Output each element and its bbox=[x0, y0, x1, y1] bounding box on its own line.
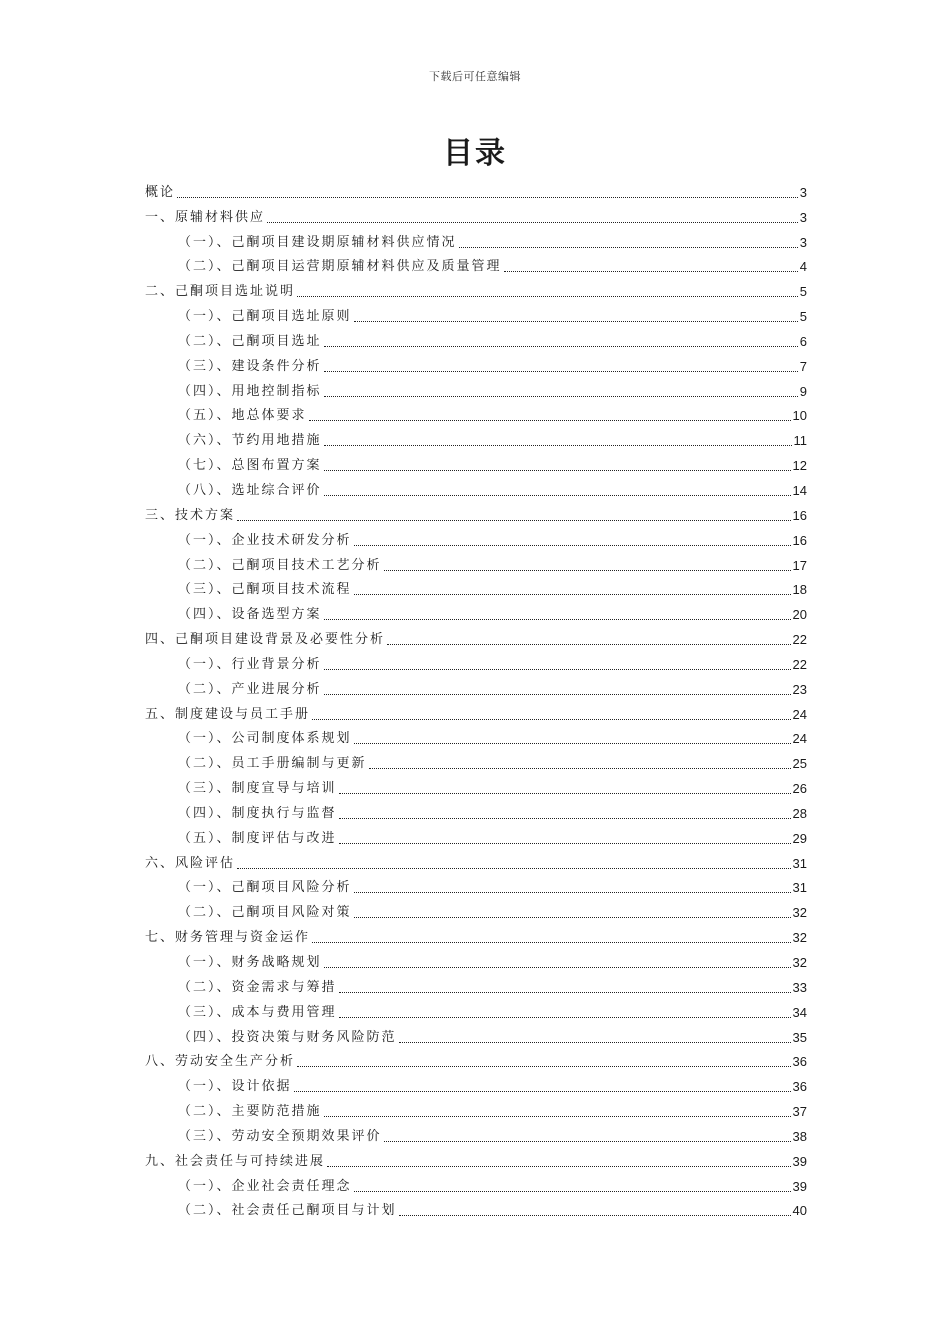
toc-dot-leader bbox=[354, 321, 798, 322]
toc-dot-leader bbox=[354, 892, 791, 893]
toc-entry[interactable] bbox=[145, 474, 807, 499]
toc-entry-page: 14 bbox=[792, 482, 807, 498]
toc-dot-leader bbox=[399, 1042, 791, 1043]
toc-entry-page: 22 bbox=[792, 656, 807, 672]
toc-entry-page: 3 bbox=[799, 184, 807, 200]
toc-entry-page: 24 bbox=[792, 731, 807, 747]
toc-dot-leader bbox=[354, 917, 791, 918]
toc-entry[interactable] bbox=[145, 499, 807, 524]
toc-entry-label: （四）、用地控制指标 bbox=[178, 383, 322, 399]
toc-entry-page: 22 bbox=[792, 632, 807, 648]
toc-entry[interactable] bbox=[145, 574, 807, 599]
toc-entry[interactable] bbox=[145, 946, 807, 971]
toc-entry[interactable] bbox=[145, 623, 807, 648]
toc-entry[interactable] bbox=[145, 872, 807, 897]
toc-entry[interactable] bbox=[145, 176, 807, 201]
toc-dot-leader bbox=[354, 594, 791, 595]
toc-entry-label: （二）、己酮项目风险对策 bbox=[178, 905, 352, 921]
toc-entry-page: 39 bbox=[792, 1153, 807, 1169]
toc-dot-leader bbox=[459, 247, 798, 248]
toc-dot-leader bbox=[339, 843, 791, 844]
toc-entry-page: 39 bbox=[792, 1178, 807, 1194]
toc-dot-leader bbox=[387, 644, 791, 645]
toc-entry-label: （二）、己酮项目运营期原辅材料供应及质量管理 bbox=[178, 259, 502, 275]
toc-entry-label: （四）、制度执行与监督 bbox=[178, 805, 337, 821]
toc-entry-label: （二）、己酮项目技术工艺分析 bbox=[178, 557, 382, 573]
toc-entry[interactable] bbox=[145, 971, 807, 996]
toc-entry-label: 七、财务管理与资金运作 bbox=[145, 930, 311, 946]
toc-entry-label: 三、技术方案 bbox=[145, 507, 236, 523]
toc-dot-leader bbox=[339, 793, 791, 794]
toc-entry-page: 35 bbox=[792, 1029, 807, 1045]
toc-entry-label: 六、风险评估 bbox=[145, 855, 236, 871]
toc-dot-leader bbox=[324, 445, 792, 446]
toc-entry-label: 五、制度建设与员工手册 bbox=[145, 706, 311, 722]
toc-dot-leader bbox=[324, 371, 798, 372]
toc-dot-leader bbox=[504, 271, 798, 272]
toc-entry[interactable] bbox=[145, 648, 807, 673]
toc-entry-page: 34 bbox=[792, 1004, 807, 1020]
toc-entry[interactable] bbox=[145, 1170, 807, 1195]
toc-entry-page: 31 bbox=[792, 880, 807, 896]
toc-entry-page: 5 bbox=[799, 309, 807, 325]
toc-entry[interactable] bbox=[145, 549, 807, 574]
toc-entry-label: （一）、行业背景分析 bbox=[178, 656, 322, 672]
toc-entry-page: 5 bbox=[799, 284, 807, 300]
toc-entry-page: 32 bbox=[792, 905, 807, 921]
toc-entry[interactable] bbox=[145, 524, 807, 549]
toc-entry-label: （二）、员工手册编制与更新 bbox=[178, 756, 367, 772]
toc-dot-leader bbox=[384, 1141, 791, 1142]
toc-entry[interactable] bbox=[145, 400, 807, 425]
toc-entry-label: （二）、社会责任己酮项目与计划 bbox=[178, 1203, 397, 1219]
toc-entry-page: 33 bbox=[792, 979, 807, 995]
toc-dot-leader bbox=[177, 197, 798, 198]
toc-entry[interactable] bbox=[145, 1195, 807, 1220]
toc-dot-leader bbox=[354, 1191, 791, 1192]
toc-entry[interactable] bbox=[145, 424, 807, 449]
toc-entry-page: 24 bbox=[792, 706, 807, 722]
toc-entry-page: 40 bbox=[792, 1203, 807, 1219]
toc-dot-leader bbox=[339, 818, 791, 819]
toc-entry[interactable] bbox=[145, 698, 807, 723]
toc-entry[interactable] bbox=[145, 822, 807, 847]
toc-entry[interactable] bbox=[145, 1120, 807, 1145]
toc-entry-label: （一）、公司制度体系规划 bbox=[178, 731, 352, 747]
toc-dot-leader bbox=[324, 346, 798, 347]
toc-entry-page: 6 bbox=[799, 333, 807, 349]
toc-dot-leader bbox=[399, 1215, 791, 1216]
toc-entry-label: （一）、己酮项目风险分析 bbox=[178, 880, 352, 896]
toc-entry-label: 一、原辅材料供应 bbox=[145, 209, 266, 225]
toc-dot-leader bbox=[369, 768, 791, 769]
toc-entry-page: 36 bbox=[792, 1079, 807, 1095]
toc-entry-label: （一）、己酮项目选址原则 bbox=[178, 309, 352, 325]
toc-entry-label: （三）、成本与费用管理 bbox=[178, 1004, 337, 1020]
toc-entry[interactable] bbox=[145, 772, 807, 797]
toc-entry-page: 9 bbox=[799, 383, 807, 399]
toc-dot-leader bbox=[324, 1116, 791, 1117]
toc-dot-leader bbox=[354, 545, 791, 546]
toc-entry-page: 36 bbox=[792, 1054, 807, 1070]
toc-dot-leader bbox=[267, 222, 798, 223]
toc-entry[interactable] bbox=[145, 1095, 807, 1120]
toc-entry[interactable] bbox=[145, 673, 807, 698]
toc-dot-leader bbox=[312, 719, 791, 720]
toc-entry-page: 32 bbox=[792, 955, 807, 970]
toc-entry[interactable] bbox=[145, 598, 807, 623]
toc-dot-leader bbox=[237, 868, 791, 869]
toc-entry-page: 23 bbox=[792, 681, 807, 697]
toc-entry-label: （六）、节约用地措施 bbox=[178, 433, 322, 449]
toc-dot-leader bbox=[339, 992, 791, 993]
toc-entry[interactable] bbox=[145, 723, 807, 748]
toc-entry-label: （一）、设计依据 bbox=[178, 1079, 292, 1095]
toc-dot-leader bbox=[327, 1166, 791, 1167]
toc-dot-leader bbox=[324, 470, 791, 471]
toc-entry-label: （二）、产业进展分析 bbox=[178, 681, 322, 697]
toc-dot-leader bbox=[309, 420, 791, 421]
toc-entry-page: 7 bbox=[799, 358, 807, 374]
toc-entry[interactable] bbox=[145, 375, 807, 400]
toc-dot-leader bbox=[324, 495, 791, 496]
toc-entry-label: （一）、企业社会责任理念 bbox=[178, 1178, 352, 1194]
toc-entry-page: 29 bbox=[792, 830, 807, 846]
toc-entry[interactable] bbox=[145, 325, 807, 350]
toc-entry[interactable] bbox=[145, 1070, 807, 1095]
toc-entry-page: 16 bbox=[792, 532, 807, 548]
toc-entry-label: （五）、地总体要求 bbox=[178, 408, 307, 424]
toc-entry-page: 26 bbox=[792, 781, 807, 797]
toc-entry-label: （二）、资金需求与筹措 bbox=[178, 979, 337, 995]
toc-entry-label: 四、己酮项目建设背景及必要性分析 bbox=[145, 632, 386, 648]
toc-entry[interactable] bbox=[145, 1145, 807, 1170]
toc-entry-label: （八）、选址综合评价 bbox=[178, 482, 322, 498]
toc-entry[interactable] bbox=[145, 449, 807, 474]
toc-entry[interactable] bbox=[145, 226, 807, 251]
toc-dot-leader bbox=[297, 1066, 791, 1067]
toc-entry-page: 4 bbox=[799, 259, 807, 275]
toc-dot-leader bbox=[297, 296, 798, 297]
toc-entry-label: （五）、制度评估与改进 bbox=[178, 830, 337, 846]
toc-entry-label: （三）、己酮项目技术流程 bbox=[178, 582, 352, 598]
toc-dot-leader bbox=[312, 942, 791, 943]
toc-dot-leader bbox=[324, 694, 791, 695]
toc-entry-page: 10 bbox=[792, 408, 807, 424]
toc-entry-label: （三）、劳动安全预期效果评价 bbox=[178, 1128, 382, 1144]
toc-entry-page: 3 bbox=[799, 234, 807, 250]
toc-entry[interactable] bbox=[145, 747, 807, 772]
toc-dot-leader bbox=[324, 669, 791, 670]
toc-entry[interactable] bbox=[145, 896, 807, 921]
toc-entry-label: （七）、总图布置方案 bbox=[178, 458, 322, 474]
toc-entry-label: 二、己酮项目选址说明 bbox=[145, 284, 296, 300]
toc-entry-page: 3 bbox=[799, 209, 807, 225]
toc-dot-leader bbox=[324, 396, 798, 397]
toc-entry[interactable] bbox=[145, 350, 807, 375]
toc-dot-leader bbox=[354, 743, 791, 744]
toc-entry-page: 20 bbox=[792, 607, 807, 623]
toc-entry[interactable] bbox=[145, 251, 807, 276]
toc-entry-label: （一）、财务战略规划 bbox=[178, 955, 322, 970]
toc-entry-page: 18 bbox=[792, 582, 807, 598]
toc-entry-page: 25 bbox=[792, 756, 807, 772]
toc-entry-label: 九、社会责任与可持续进展 bbox=[145, 1153, 326, 1169]
toc-entry-label: （四）、投资决策与财务风险防范 bbox=[178, 1029, 397, 1045]
toc-entry[interactable] bbox=[145, 847, 807, 872]
toc-entry-page: 12 bbox=[792, 458, 807, 474]
toc-dot-leader bbox=[294, 1091, 791, 1092]
toc-entry-label: （二）、己酮项目选址 bbox=[178, 333, 322, 349]
toc-entry-page: 17 bbox=[792, 557, 807, 573]
toc-entry-label: 八、劳动安全生产分析 bbox=[145, 1054, 296, 1070]
toc-entry-page: 37 bbox=[792, 1104, 807, 1120]
toc-entry-label: （一）、企业技术研发分析 bbox=[178, 532, 352, 548]
toc-entry-label: （二）、主要防范措施 bbox=[178, 1104, 322, 1120]
toc-entry[interactable] bbox=[145, 797, 807, 822]
toc-entry[interactable] bbox=[145, 1046, 807, 1071]
toc-entry-page: 16 bbox=[792, 507, 807, 523]
toc-dot-leader bbox=[237, 520, 791, 521]
toc-entry-label: （一）、己酮项目建设期原辅材料供应情况 bbox=[178, 234, 457, 250]
toc-entry[interactable] bbox=[145, 201, 807, 226]
toc-entry[interactable] bbox=[145, 996, 807, 1021]
toc-entry[interactable] bbox=[145, 921, 807, 946]
toc-entry-page: 32 bbox=[792, 930, 807, 946]
toc-title: 目录 bbox=[443, 136, 507, 171]
table-of-contents bbox=[145, 176, 807, 1219]
toc-entry-page: 28 bbox=[792, 805, 807, 821]
header-note: 下载后可任意编辑 bbox=[429, 70, 521, 83]
toc-entry-label: （三）、建设条件分析 bbox=[178, 358, 322, 374]
toc-dot-leader bbox=[324, 619, 791, 620]
toc-entry[interactable] bbox=[145, 1021, 807, 1046]
toc-dot-leader bbox=[384, 570, 791, 571]
toc-entry-page: 31 bbox=[792, 855, 807, 871]
toc-entry-page: 38 bbox=[792, 1128, 807, 1144]
toc-entry-label: 概论 bbox=[145, 184, 176, 200]
toc-entry-label: （四）、设备选型方案 bbox=[178, 607, 322, 623]
toc-entry-label: （三）、制度宣导与培训 bbox=[178, 781, 337, 797]
toc-dot-leader bbox=[324, 967, 791, 968]
toc-dot-leader bbox=[339, 1017, 791, 1018]
toc-entry-page: 11 bbox=[793, 433, 807, 449]
toc-entry[interactable] bbox=[145, 300, 807, 325]
toc-entry[interactable] bbox=[145, 275, 807, 300]
